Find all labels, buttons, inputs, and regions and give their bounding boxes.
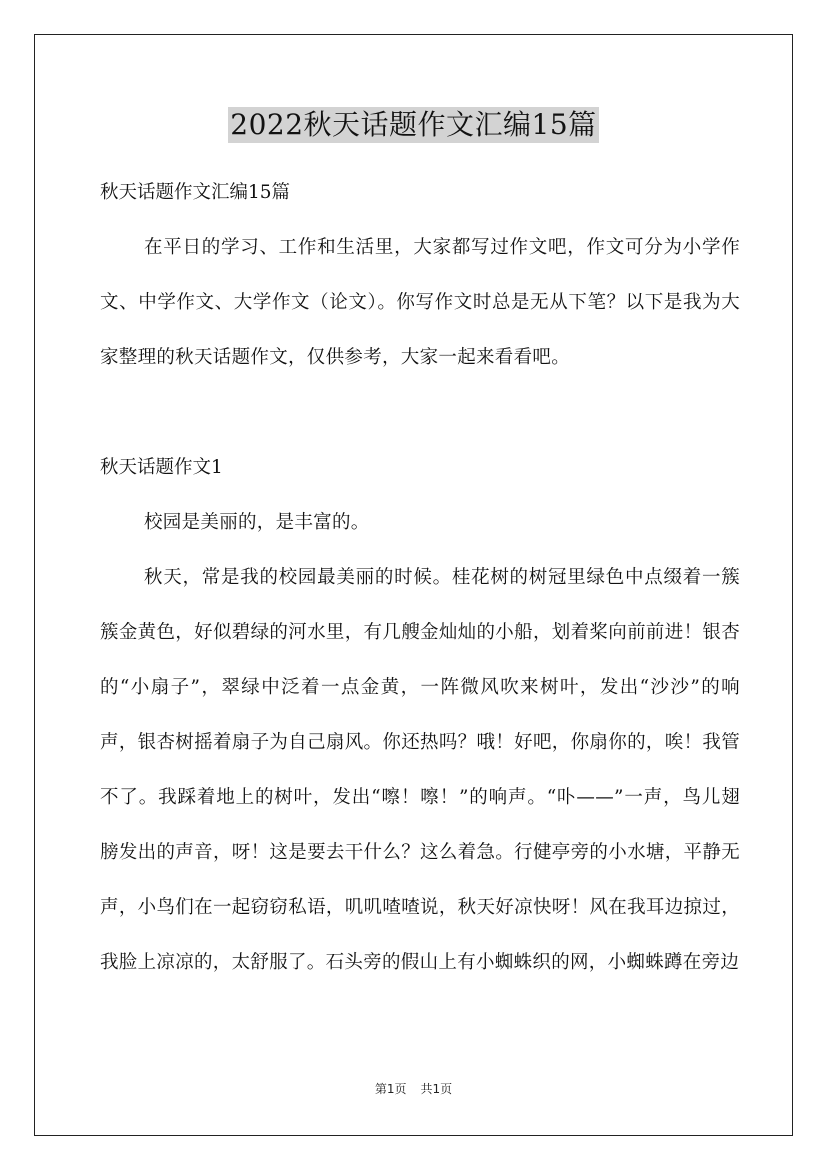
section-heading: 秋天话题作文1 bbox=[100, 457, 223, 478]
intro-paragraph: 在平日的学习、工作和生活里，大家都写过作文吧，作文可分为小学作文、中学作文、大学作文（论文）。你写作文时总是无从下笔？以下是我为大家整理的秋天话题作文，仅供参考，大家一起来看看吧。 bbox=[100, 237, 740, 368]
body-paragraph-2: 秋天，常是我的校园最美丽的时候。桂花树的树冠里绿色中点缀着一簇簇金黄色，好似碧绿的河水里，有几艘金灿灿的小船，划着桨向前前进！银杏的“小扇子”，翠绿中泛着一点金黄，一阵微风吹来树叶，发出“沙沙”的响声，银杏树摇着扇子为自己扇风。你还热吗？哦！好吧，你扇你的，唉！我管不了。我踩着地上的树叶，发出“嚓！嚓！”的响声。“卟——”一声，鸟儿翅膀发出的声音，呀！这是要去干什么？这么着急。行健亭旁的小水塘，平静无声，小鸟们在一起窃窃私语，叽叽喳喳说，秋天好凉快呀！风在我耳边掠过，我脸上凉凉的，太舒服了。石头旁的假山上有小蜘蛛织的网，小蜘蛛蹲在旁边 bbox=[100, 567, 740, 973]
page-number: 第1页 bbox=[374, 1082, 407, 1096]
document-body bbox=[100, 165, 740, 990]
page-footer bbox=[0, 1080, 827, 1097]
page-total: 共1页 bbox=[420, 1082, 453, 1096]
document-title bbox=[0, 104, 827, 143]
document-title-text: 2022秋天话题作文汇编15篇 bbox=[230, 108, 597, 141]
document-subtitle: 秋天话题作文汇编15篇 bbox=[100, 182, 291, 203]
body-paragraph-1: 校园是美丽的，是丰富的。 bbox=[144, 512, 370, 533]
